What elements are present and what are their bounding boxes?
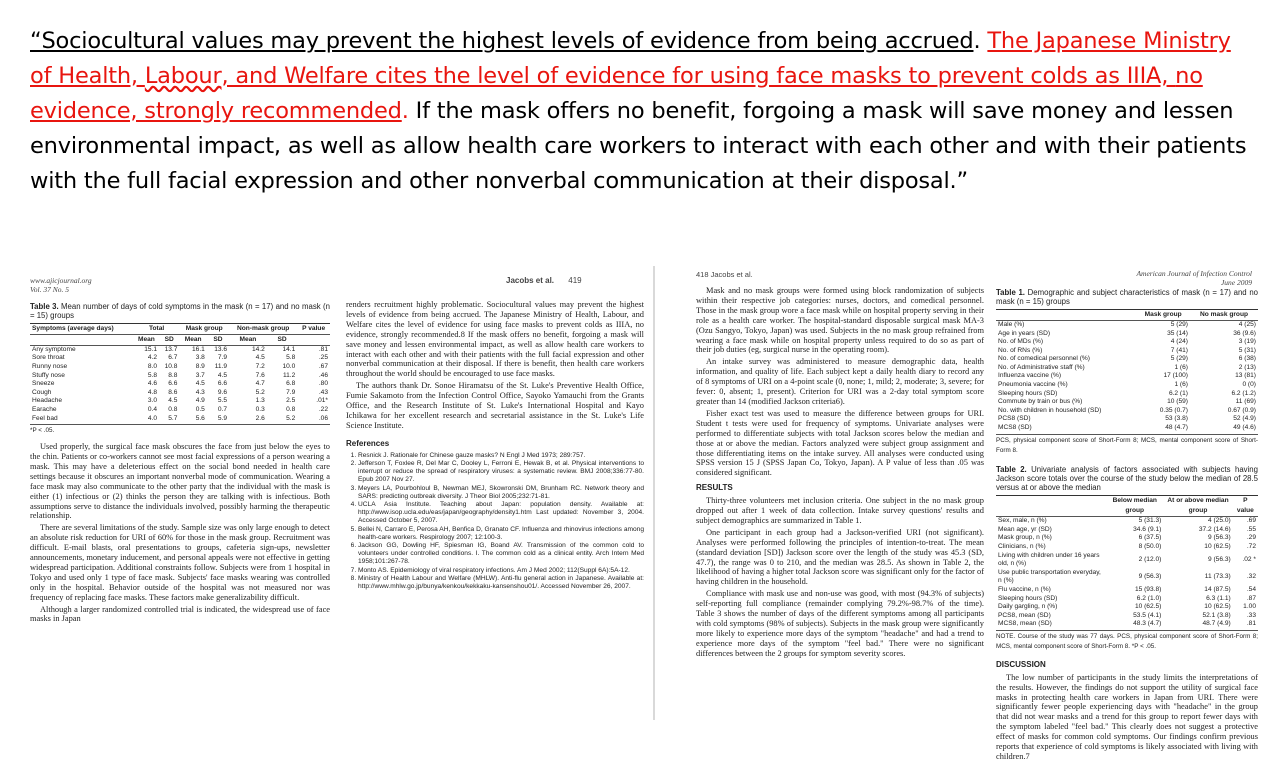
table-cell: 10.8 bbox=[164, 363, 178, 370]
table1-header-row: Mask group No mask group bbox=[996, 310, 1258, 321]
table3-row bbox=[30, 372, 330, 381]
reference-item: 8. Ministry of Health Labour and Welfare (MHLW). Anti-flu general action in Japanese. Available at: http://www.mhlw.go.jp/bunya/kenkou/kekkaku-kansenshou01/. Accessed November 26, 2007. bbox=[358, 575, 644, 591]
quote-red-labour: Labour bbox=[144, 63, 222, 89]
paragraph: Fisher exact test was used to measure the difference between groups for URI. Student t tests were used for frequency of symptoms. Univariate analyses were performed to differentiate subjects with total Jackson scores below the median and those at or above the median. Factors analyzed were subject group assignment and those differentiating items on the intake survey. All analyses were conducted using SPSS version 15 J (SPSS Japan Co, Tokyo, Japan). A P value of less than .05 was considered significant. bbox=[696, 408, 984, 478]
table-cell: 17 (100) bbox=[1163, 372, 1188, 380]
table-cell: .67 bbox=[318, 363, 328, 370]
table-cell: 5.2 bbox=[255, 388, 265, 396]
table-cell: 0.4 bbox=[147, 405, 158, 413]
table-cell: Age in years (SD) bbox=[998, 329, 1051, 337]
table-cell: 3 (19) bbox=[1238, 338, 1256, 346]
table2-row bbox=[996, 517, 1258, 526]
table-cell: Sleeping hours (SD) bbox=[998, 594, 1058, 602]
table-cell: .43 bbox=[318, 388, 328, 396]
table-cell: 0.5 bbox=[195, 405, 205, 413]
table-cell: .54 bbox=[1246, 586, 1256, 593]
table-cell: 6.6 bbox=[217, 380, 228, 388]
journal-url: www.ajicjournal.org bbox=[30, 276, 92, 285]
table1-row bbox=[996, 398, 1258, 407]
table-cell: 8.6 bbox=[168, 388, 178, 396]
table-cell: 6.2 (1.2) bbox=[1231, 389, 1256, 397]
table-cell: 6 (38) bbox=[1238, 355, 1256, 363]
table-cell: 11 (73.3) bbox=[1204, 573, 1231, 581]
table-cell: 6.8 bbox=[286, 380, 296, 388]
table-cell: 11.9 bbox=[214, 363, 228, 370]
right-column-1 bbox=[696, 286, 984, 661]
table-cell: 7.9 bbox=[286, 388, 296, 396]
table-cell: 7.9 bbox=[217, 354, 228, 362]
table-cell: 5.5 bbox=[217, 397, 228, 405]
reference-item: 5. Bellei N, Carraro E, Perosa AH, Benfica D, Granato CF. Influenza and rhinovirus infections among health-care workers. Respirology 2007; 12:100-3. bbox=[358, 526, 644, 542]
table-cell: 3.7 bbox=[195, 371, 205, 379]
table3-row bbox=[30, 406, 330, 415]
table3-row bbox=[30, 415, 330, 424]
table-cell: 4.5 bbox=[195, 380, 205, 388]
table-cell: PCS8 (SD) bbox=[998, 415, 1031, 423]
left-column-2 bbox=[346, 300, 644, 591]
table-cell: Living with children under 16 years old, n (%) bbox=[998, 551, 1100, 568]
table2-body bbox=[996, 517, 1258, 629]
paragraph: There are several limitations of the study. Sample size was only large enough to detect an absolute risk reduction for URI of 60% for those in the mask group. Recruitment was difficult. E-mail blasts, oral presentations to groups, cafeteria sign-ups, newsletter announcements, monetary inducement, and personal appeals were not effective in getting widespread participation. Additional constraints follow. Subjects were from 1 hospital in Tokyo and used only 1 type of face mask. Subjects' face masks wearing was controlled only in the hospital. Behavior outside of the hospital was not measured nor was frequency of replacing face masks. These factors make generalizability difficult. bbox=[30, 523, 330, 602]
table-cell: 0.3 bbox=[255, 405, 265, 413]
table3-row bbox=[30, 397, 330, 406]
table-cell: 14.1 bbox=[282, 345, 296, 353]
table3-body bbox=[30, 345, 330, 423]
table-cell: 8.0 bbox=[147, 363, 158, 370]
table-cell: .55 bbox=[1246, 525, 1256, 533]
table-cell: MCS8, mean (SD) bbox=[998, 620, 1052, 628]
table-cell: 13.7 bbox=[164, 345, 178, 353]
table1-row bbox=[996, 338, 1258, 347]
table-cell: 10.0 bbox=[282, 363, 296, 370]
table-cell: 9 (56.3) bbox=[1207, 555, 1231, 563]
table3-row bbox=[30, 345, 330, 354]
table2-row bbox=[996, 595, 1258, 604]
paragraph: The authors thank Dr. Sonoe Hiramatsu of the St. Luke's Preventive Health Office, Fumie Sakamoto from the Infection Control Office, Sayoko Yamauchi from the Grants Office, and the Research Institute of St. Luke's International Hospital and Kayo Ichikawa for her excellent research and secretarial assistance in the St. Luke's Life Science Institute. bbox=[346, 381, 644, 430]
table2-header-row: Below median group At or above median group P value bbox=[996, 496, 1258, 517]
table2-row bbox=[996, 543, 1258, 552]
reference-item: 7. Monto AS. Epidemiology of viral respiratory infections. Am J Med 2002; 112(Suppl 6A):5A-12. bbox=[358, 567, 644, 575]
table-cell: 4.7 bbox=[255, 380, 265, 388]
table-cell: 4.5 bbox=[255, 354, 265, 362]
table-cell: 4 (25) bbox=[1238, 320, 1256, 328]
table-cell: Sex, male, n (%) bbox=[998, 517, 1047, 525]
page-gutter bbox=[653, 266, 655, 720]
table2 bbox=[996, 495, 1258, 629]
table1-row bbox=[996, 390, 1258, 399]
table-cell: Use public transportation everyday, n (%) bbox=[998, 568, 1101, 585]
table-cell: 5 (31.3) bbox=[1138, 517, 1162, 525]
table3-row bbox=[30, 363, 330, 372]
table-cell: Pneumonia vaccine (%) bbox=[998, 381, 1068, 389]
table-cell: 15 (93.8) bbox=[1134, 586, 1162, 593]
table1-row bbox=[996, 347, 1258, 356]
left-running-head bbox=[506, 276, 582, 285]
table-cell: 3.8 bbox=[195, 354, 205, 362]
table-cell: .01* bbox=[316, 397, 328, 405]
table3-row bbox=[30, 354, 330, 363]
table-cell: 1.00 bbox=[1243, 603, 1256, 611]
table-cell: No. of comedical personnel (%) bbox=[998, 355, 1090, 363]
table-cell: 4.0 bbox=[147, 414, 158, 422]
paragraph: The low number of participants in the study limits the interpretations of the results. However, the findings do not support the utility of surgical face masks in protecting health care workers in Japan from URI. There were significantly fewer people experiencing days with "headache" in the group that did not wear masks and a trend for this group to report fewer days with the symptom labeled "feel bad." This clearly does not suggest a protective effect of masks for common cold symptoms. Our findings confirm previous reports that experience of cold symptoms is likely associated with living with children.7 bbox=[996, 672, 1258, 761]
table-cell: MCS8 (SD) bbox=[998, 424, 1032, 432]
table-cell: .29 bbox=[1246, 534, 1256, 542]
right-column-2 bbox=[996, 286, 1258, 764]
table-cell: 4.6 bbox=[147, 380, 158, 388]
table-cell: .25 bbox=[318, 354, 328, 362]
table-cell: 6.2 (1) bbox=[1168, 389, 1188, 397]
table-cell: Earache bbox=[32, 405, 57, 413]
table3-row bbox=[30, 389, 330, 398]
table-cell: 5.8 bbox=[147, 371, 158, 379]
quote-sentence-3: If the mask offers no benefit, forgoing a mask will save money and lessen environmental impact, as well as allow health care workers to interact with each other and with their patients with the full facial expression and other nonverbal communication at their disposal.” bbox=[30, 98, 1247, 194]
table-cell: 0 (0) bbox=[1242, 381, 1256, 389]
journal-volume: Vol. 37 No. 5 bbox=[30, 285, 69, 294]
table-cell: 8 (50.0) bbox=[1138, 543, 1162, 551]
table2-note: NOTE. Course of the study was 77 days. PCS, physical component score of Short-Form 8; MCS, mental component score of Short-Form 8. *P < .05. bbox=[996, 630, 1258, 652]
table-cell: 48 (4.7) bbox=[1165, 424, 1188, 432]
table-cell: 5 (29) bbox=[1170, 355, 1188, 363]
table-cell: 2.5 bbox=[286, 397, 296, 405]
table-cell: 5.7 bbox=[168, 414, 178, 422]
table-cell: 2 (13) bbox=[1238, 363, 1256, 371]
table-cell: 6.2 (1.0) bbox=[1136, 594, 1162, 602]
table2-row bbox=[996, 612, 1258, 621]
table3-header-row: Symptoms (average days) Total Mask group Non-mask group P value bbox=[30, 324, 330, 335]
quote-sentence-1-period: . bbox=[973, 28, 981, 54]
table1-title: Table 1. Demographic and subject characteristics of mask (n = 17) and no mask (n = 15) groups bbox=[996, 288, 1258, 306]
table-cell: 1.3 bbox=[255, 397, 265, 405]
table-cell: Male (%) bbox=[998, 320, 1025, 328]
table-cell: 0.7 bbox=[217, 405, 228, 413]
reference-item: 6. Jackson GG, Dowling HF, Spiesman IG, Boand AV. Transmission of the common cold to volunteers under controlled conditions. I. The common cold as a clinical entity. Arch Intern Med 1958;101:267-78. bbox=[358, 542, 644, 567]
table2-row bbox=[996, 569, 1258, 586]
table-cell: 4.8 bbox=[147, 388, 158, 396]
table-cell: Mean age, yr (SD) bbox=[998, 525, 1052, 533]
table-cell: 14.2 bbox=[251, 345, 265, 353]
table2-row bbox=[996, 526, 1258, 535]
table-cell: 6.3 (1.1) bbox=[1206, 594, 1231, 602]
table-cell: 13 (81) bbox=[1235, 372, 1256, 380]
table1-row bbox=[996, 407, 1258, 416]
table-cell: .46 bbox=[318, 371, 328, 379]
table-cell: Sleeping hours (SD) bbox=[998, 389, 1058, 397]
table-cell: Headache bbox=[32, 397, 63, 405]
table-cell: 10 (62.5) bbox=[1204, 603, 1231, 611]
table-cell: 49 (4.6) bbox=[1233, 424, 1256, 432]
table-cell: .22 bbox=[318, 405, 328, 413]
page-number: 419 bbox=[568, 276, 582, 285]
table-cell: 7.6 bbox=[255, 371, 265, 379]
table-cell: 5.8 bbox=[286, 354, 296, 362]
table-cell: .80 bbox=[318, 380, 328, 388]
table-cell: 37.2 (14.6) bbox=[1198, 525, 1231, 533]
running-head-authors: Jacobs et al. bbox=[506, 276, 555, 285]
table3-subheader-row: Mean SD Mean SD Mean SD bbox=[30, 334, 330, 345]
table1-note: PCS, physical component score of Short-Form 8; MCS, mental component score of Short-Form 8. bbox=[996, 434, 1258, 456]
table-cell: 2 (12.0) bbox=[1138, 555, 1162, 563]
table-cell: 4.5 bbox=[217, 371, 228, 379]
paragraph: Used properly, the surgical face mask obscures the face from just below the eyes to the chin. Patients or co-workers cannot see most facial expressions of a person wearing a mask. This may have a deleterious effect on the social bond needed in health care settings because it obscures an important nonverbal mode of communication. Wearing a face mask may also communicate to the other party that the individual with the mask is either (1) infectious or (2) thinks the person they are talking with is infectious. Both assumptions serve to distance the individuals involved, possibly harming the therapeutic relationship. bbox=[30, 442, 330, 521]
right-journal-header: American Journal of Infection Control June 2009 bbox=[1136, 269, 1252, 287]
table-cell: Clinicians, n (%) bbox=[998, 543, 1046, 551]
paragraph: One participant in each group had a Jackson-verified URI (not significant). Analyses were performed following the principles of intention-to-treat. The mean (standard deviation [SD]) Jackson score over the length of the study was 45.3 (SD, 47.7), the range was 0 to 210, and the median was 28.5. As shown in Table 2, the likelihood of having a higher total Jackson score was significant only for the factor of having children in the household. bbox=[696, 527, 984, 587]
table1-row bbox=[996, 424, 1258, 433]
table-cell: 10 (62.5) bbox=[1134, 603, 1162, 611]
table-cell: 13.6 bbox=[214, 345, 228, 353]
table3 bbox=[30, 323, 330, 423]
table-cell: 7 (41) bbox=[1170, 346, 1188, 354]
table-cell: 48.3 (4.7) bbox=[1133, 620, 1162, 628]
table-cell: 35 (14) bbox=[1167, 329, 1188, 337]
table3-row bbox=[30, 380, 330, 389]
table-cell: Daily gargling, n (%) bbox=[998, 603, 1058, 611]
table2-row bbox=[996, 534, 1258, 543]
table-cell: No. of MDs (%) bbox=[998, 338, 1044, 346]
table-cell: Cough bbox=[32, 388, 52, 396]
paragraph: Thirty-three volunteers met inclusion criteria. One subject in the no mask group dropped out after 1 week of data collection. Intake survey questions' results and subject demographics are summarized in Table 1. bbox=[696, 496, 984, 525]
paragraph: Mask and no mask groups were formed using block randomization of subjects within their respective job categories: nurses, doctors, and comedical personnel. Those in the mask group wore a face mask while on hospital property serving in their role as a health care worker. The hospital-standard disposable surgical mask MA-3 (Ozu Sangyo, Tokyo, Japan) was used. Subjects in the no mask group refrained from wearing a face mask while on hospital property unless required to do so as part of their job duties (eg, surgical nurse in the operating room). bbox=[696, 286, 984, 355]
table-cell: 11 (69) bbox=[1235, 398, 1256, 406]
table-cell: 34.6 (9.1) bbox=[1133, 525, 1162, 533]
table-cell: PCS8, mean (SD) bbox=[998, 611, 1051, 619]
table1-body bbox=[996, 320, 1258, 432]
table-cell: 4.5 bbox=[168, 397, 178, 405]
table-cell: 14 (87.5) bbox=[1204, 586, 1231, 593]
table-cell: 0.35 (0.7) bbox=[1159, 406, 1188, 414]
table-cell: .72 bbox=[1246, 543, 1256, 551]
table-cell: 1 (6) bbox=[1174, 381, 1188, 389]
table-cell: Sneeze bbox=[32, 380, 55, 388]
table-cell: 53.5 (4.1) bbox=[1133, 611, 1162, 619]
right-page bbox=[662, 266, 1262, 761]
table-cell: 4 (24) bbox=[1170, 338, 1188, 346]
table-cell: 53 (3.8) bbox=[1165, 415, 1188, 423]
table-cell: Feel bad bbox=[32, 414, 58, 422]
table2-row bbox=[996, 603, 1258, 612]
right-running-head: 418 Jacobs et al. bbox=[696, 270, 753, 279]
table-cell: Sore throat bbox=[32, 354, 65, 362]
table-cell: No. of RNs (%) bbox=[998, 346, 1043, 354]
table1-row bbox=[996, 381, 1258, 390]
reference-item: 1. Resnick J. Rationale for Chinese gauze masks? N Engl J Med 1973; 289:757. bbox=[358, 452, 644, 460]
results-heading: RESULTS bbox=[696, 483, 733, 493]
table-cell: 6 (37.5) bbox=[1138, 534, 1162, 542]
table-cell: Mask group, n (%) bbox=[998, 534, 1052, 542]
table-cell: Stuffy nose bbox=[32, 371, 65, 379]
table-cell: No. of Administrative staff (%) bbox=[998, 363, 1085, 371]
table-cell: 0.8 bbox=[286, 405, 296, 413]
table-cell: 1 (6) bbox=[1174, 363, 1188, 371]
table-cell: .33 bbox=[1246, 611, 1256, 619]
paragraph: Although a larger randomized controlled trial is indicated, the widespread use of face masks in Japan bbox=[30, 604, 330, 624]
quote-red-part-3: , and Welfare cites the level of evidence for using face masks to prevent colds as IIIA, bbox=[221, 63, 1176, 89]
table-cell: .06 bbox=[318, 414, 328, 422]
left-page bbox=[28, 266, 648, 720]
table3-title: Table 3. Mean number of days of cold symptoms in the mask (n = 17) and no mask (n = 15) groups bbox=[30, 302, 330, 320]
quote-red-part-1: The Japanese Ministry of Health, bbox=[30, 28, 1231, 89]
table-cell: 4.3 bbox=[195, 388, 205, 396]
reference-item: 3. Meyers LA, Pourbohloul B, Newman MEJ, Skowronski DM, Brunham RC. Network theory and SARS: predicting outbreak diversity. J Theor Biol 2005;232:71-81. bbox=[358, 485, 644, 501]
table1-row bbox=[996, 330, 1258, 339]
references-list bbox=[346, 452, 644, 591]
table-cell: 9 (56.3) bbox=[1207, 534, 1231, 542]
table-cell: No. with children in household (SD) bbox=[998, 406, 1102, 414]
table-cell: .81 bbox=[318, 345, 328, 353]
table-cell: .02 * bbox=[1242, 555, 1256, 563]
paragraph: An intake survey was administered to measure demographic data, health information, and quality of life. Each subject kept a daily health diary to record any of 8 symptoms of URI on a 4-point scale (0, none; 1, mild; 2, moderate; 3, severe; for fever: 0, absent; 1, present). Criterion for URI was a 2-day total symptom score greater than 14 (modified Jackson criteria6). bbox=[696, 357, 984, 406]
table-cell: 11.2 bbox=[282, 371, 296, 379]
table-cell: 7.2 bbox=[255, 363, 265, 370]
table1-row bbox=[996, 372, 1258, 381]
table-cell: Influenza vaccine (%) bbox=[998, 372, 1062, 380]
table2-row bbox=[996, 620, 1258, 629]
table2-row bbox=[996, 586, 1258, 595]
table-cell: .32 bbox=[1246, 573, 1256, 581]
table-cell: 16.1 bbox=[192, 345, 205, 353]
table1-row bbox=[996, 364, 1258, 373]
table-cell: 5 (29) bbox=[1170, 320, 1188, 328]
paper-pages bbox=[0, 266, 1280, 761]
table-cell: 4.2 bbox=[147, 354, 158, 362]
highlighted-quote bbox=[30, 24, 1255, 199]
paragraph: Compliance with mask use and non-use was good, with most (94.3% of subjects) self-reporting full compliance (remainder complying 79.2%-98.7% of the time). Table 3 shows the number of days of the different symptoms among all participants with cold symptoms (98% of subjects). Subjects in the mask group were significantly more likely to experience more days of the symptom "headache" and had a trend to experience more days of the symptom "feel bad." There were no significant differences between the 2 groups for symptom severity scores. bbox=[696, 589, 984, 658]
table1-row bbox=[996, 320, 1258, 329]
discussion-heading: DISCUSSION bbox=[996, 659, 1046, 669]
paragraph: renders recruitment highly problematic. Sociocultural values may prevent the highest levels of evidence from being accrued. The Japanese Ministry of Health, Labour, and Welfare cites the level of evidence for using face masks to prevent colds as IIIA, no evidence, strongly recommended.8 If the mask offers no benefit, forgoing a mask will save money and lessen environmental impact, as well as allow health care workers to interact with each other and with their patients with the full facial expression and other nonverbal communication at their disposal. If there is benefit, then health care workers throughout the world should be encouraged to use face masks. bbox=[346, 300, 644, 379]
table-cell: 0.8 bbox=[168, 405, 178, 413]
table-cell: 15.1 bbox=[144, 345, 158, 353]
table-cell: 48.7 (4.9) bbox=[1202, 620, 1231, 628]
table2-title: Table 2. Univariate analysis of factors associated with subjects having Jackson score totals over the course of the study below the median of 28.5 versus at or above the median bbox=[996, 465, 1258, 493]
table-cell: 5 (31) bbox=[1238, 346, 1256, 354]
reference-item: 4. UCLA Asia Institute. Teaching about Japan: population density. Available at: http://www.isop.ucla.edu/eas/japan/geography/density1.htm Last updated: November 3, 2004. Accessed October 5, 2007. bbox=[358, 501, 644, 526]
table-cell: 9 (56.3) bbox=[1138, 573, 1162, 581]
table-cell: 5.9 bbox=[217, 414, 228, 422]
table-cell: 6.6 bbox=[168, 380, 178, 388]
table3-note: *P < .05. bbox=[30, 424, 330, 436]
table-cell: Commute by train or bus (%) bbox=[998, 398, 1083, 406]
table-cell: .87 bbox=[1246, 594, 1256, 602]
table-cell: Runny nose bbox=[32, 363, 68, 370]
quote-sentence-1: “Sociocultural values may prevent the highest levels of evidence from being accrued bbox=[30, 28, 974, 54]
table-cell: 3.0 bbox=[147, 397, 158, 405]
table-cell: 52 (4.9) bbox=[1233, 415, 1256, 423]
table-cell: 8.8 bbox=[168, 371, 178, 379]
left-journal-header bbox=[30, 276, 92, 294]
quote-red-part-4: no evidence, strongly recommended bbox=[30, 63, 1203, 124]
table-cell: .69 bbox=[1246, 517, 1256, 525]
table-cell: 5.2 bbox=[286, 414, 296, 422]
table-cell: 10 (62.5) bbox=[1204, 543, 1231, 551]
table1-row bbox=[996, 415, 1258, 424]
table-cell: 2.6 bbox=[255, 414, 265, 422]
table-cell: 0.67 (0.9) bbox=[1227, 406, 1256, 414]
table-cell: .81 bbox=[1246, 620, 1256, 628]
table-cell: Any symptome bbox=[32, 345, 76, 353]
left-column-1 bbox=[30, 300, 330, 626]
table-cell: 5.6 bbox=[195, 414, 205, 422]
table1-row bbox=[996, 355, 1258, 364]
table-cell: 10 (59) bbox=[1167, 398, 1188, 406]
table-cell: 6.7 bbox=[168, 354, 178, 362]
table2-row bbox=[996, 552, 1258, 569]
table-cell: 9.6 bbox=[217, 388, 228, 396]
table-cell: 36 (9.6) bbox=[1233, 329, 1256, 337]
quote-red-period: . bbox=[401, 98, 409, 124]
table-cell: 52.1 (3.8) bbox=[1202, 611, 1231, 619]
references-heading: References bbox=[346, 438, 390, 448]
table1 bbox=[996, 309, 1258, 433]
table-cell: 4 (25.0) bbox=[1207, 517, 1231, 525]
table-cell: 4.9 bbox=[195, 397, 205, 405]
table-cell: Flu vaccine, n (%) bbox=[998, 586, 1051, 593]
table-cell: 8.9 bbox=[195, 363, 205, 370]
reference-item: 2. Jefferson T, Foxlee R, Del Mar C, Dooley L, Ferroni E, Hewak B, et al. Physical interventions to interrupt or reduce the spread of respiratory viruses: a systematic review. BMJ 2008;336:77-80. Epub 2007 Nov 27. bbox=[358, 460, 644, 485]
